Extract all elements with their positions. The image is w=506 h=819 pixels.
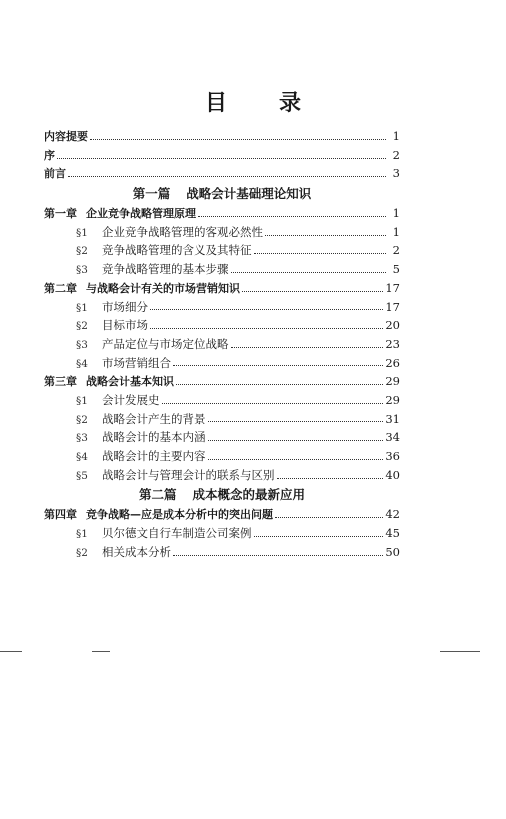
scan-rule-segment (440, 651, 480, 652)
dot-leader (275, 517, 383, 518)
part-title: 成本概念的最新应用 (192, 487, 306, 503)
dot-leader (68, 176, 386, 177)
toc-section[interactable] (44, 298, 400, 317)
toc-page-number: 2 (392, 243, 400, 258)
dot-leader (254, 536, 384, 537)
toc-page-number: 40 (385, 467, 400, 482)
toc-page-number: 29 (385, 374, 400, 389)
toc-section[interactable] (44, 447, 400, 466)
section-number: §1 (76, 301, 88, 314)
dot-leader (176, 384, 383, 385)
toc-page-number: 42 (385, 507, 400, 522)
toc-section[interactable] (44, 260, 400, 279)
section-number: §4 (76, 357, 88, 370)
toc-page-number: 17 (385, 299, 400, 314)
section-title: 企业竞争战略管理的客观必然性 (102, 224, 263, 239)
section-title: 相关成本分析 (102, 544, 171, 559)
dot-leader (198, 216, 386, 217)
section-title: 战略会计与管理会计的联系与区别 (102, 467, 275, 482)
dot-leader (150, 328, 383, 329)
chapter-title: 竞争战略—应是成本分析中的突出问题 (86, 508, 273, 522)
toc-entry-summary[interactable] (44, 127, 400, 146)
toc-section[interactable] (44, 316, 400, 335)
toc-page-number: 23 (385, 336, 400, 351)
toc-section[interactable] (44, 428, 400, 447)
toc-section[interactable] (44, 543, 400, 562)
dot-leader (173, 365, 383, 366)
dot-leader (231, 347, 384, 348)
section-title: 产品定位与市场定位战略 (102, 336, 229, 351)
dot-leader (208, 459, 384, 460)
section-title: 会计发展史 (102, 392, 160, 407)
toc-page-number: 2 (392, 147, 400, 162)
dot-leader (162, 403, 384, 404)
part-number: 第二篇 (138, 487, 177, 503)
toc-page-number: 5 (392, 262, 400, 277)
toc-page-number: 31 (385, 411, 400, 426)
section-title: 竞争战略管理的基本步骤 (102, 262, 229, 277)
dot-leader (173, 555, 383, 556)
chapter-number: 第二章 (44, 281, 77, 295)
dot-leader (265, 235, 386, 236)
part-heading-2 (44, 484, 400, 505)
page-title (0, 86, 506, 117)
toc-page-number: 26 (385, 355, 400, 370)
toc-page-number: 17 (385, 280, 400, 295)
chapter-number: 第四章 (44, 508, 77, 522)
toc-page-number: 45 (385, 526, 400, 541)
toc-page-number: 1 (392, 129, 400, 143)
toc-chapter-3[interactable] (44, 372, 400, 391)
toc-page-number: 1 (392, 224, 400, 239)
title-char-2: 录 (279, 91, 302, 116)
toc-page-number: 29 (385, 392, 400, 407)
toc-entry-preface[interactable] (44, 146, 400, 165)
toc-chapter-1[interactable] (44, 204, 400, 223)
dot-leader (57, 158, 386, 159)
section-number: §5 (76, 469, 88, 482)
section-number: §3 (76, 264, 88, 277)
section-number: §3 (76, 432, 88, 445)
toc-chapter-2[interactable] (44, 279, 400, 298)
section-number: §2 (76, 320, 88, 333)
title-char-1: 目 (204, 91, 227, 116)
section-number: §3 (76, 338, 88, 351)
toc-entry-foreword[interactable] (44, 164, 400, 183)
toc-section[interactable] (44, 524, 400, 543)
dot-leader (242, 291, 383, 292)
chapter-title: 战略会计基本知识 (86, 375, 174, 389)
toc-page-number: 1 (392, 206, 400, 221)
toc-page-number: 3 (392, 166, 400, 181)
section-title: 战略会计的基本内涵 (102, 430, 206, 445)
toc-section[interactable] (44, 410, 400, 429)
section-title: 战略会计的主要内容 (102, 449, 206, 463)
section-number: §1 (76, 226, 88, 239)
chapter-number: 第一章 (44, 207, 77, 221)
toc-entry-label: 前言 (44, 167, 66, 181)
toc-section[interactable] (44, 223, 400, 242)
section-title: 目标市场 (102, 318, 148, 333)
dot-leader (90, 139, 386, 140)
scan-rule-segment (0, 651, 22, 652)
dot-leader (254, 253, 387, 254)
section-number: §1 (76, 394, 88, 407)
toc-page-number: 50 (385, 544, 400, 559)
table-of-contents (44, 127, 400, 561)
dot-leader (150, 309, 383, 310)
part-heading-1 (44, 183, 400, 204)
section-number: §2 (76, 413, 88, 426)
chapter-title: 企业竞争战略管理原理 (86, 207, 196, 221)
dot-leader (208, 421, 384, 422)
scan-rule-segment (92, 651, 110, 652)
toc-page-number: 34 (385, 430, 400, 445)
section-title: 贝尔德文自行车制造公司案例 (102, 526, 252, 541)
section-number: §4 (76, 451, 88, 463)
toc-entry-label: 序 (44, 148, 55, 162)
section-title: 市场营销组合 (102, 355, 171, 370)
part-number: 第一篇 (132, 186, 171, 202)
toc-page-number: 20 (385, 318, 400, 333)
section-number: §1 (76, 528, 88, 541)
toc-page-number: 36 (385, 449, 400, 463)
section-title: 市场细分 (102, 299, 148, 314)
section-number: §2 (76, 546, 88, 559)
section-title: 战略会计产生的背景 (102, 411, 206, 426)
toc-entry-label: 内容提要 (44, 130, 88, 143)
dot-leader (231, 272, 387, 273)
toc-section[interactable] (44, 354, 400, 373)
chapter-title: 与战略会计有关的市场营销知识 (86, 281, 240, 295)
dot-leader (208, 440, 384, 441)
section-number: §2 (76, 245, 88, 258)
toc-section[interactable] (44, 391, 400, 410)
toc-section[interactable] (44, 466, 400, 485)
chapter-number: 第三章 (44, 375, 77, 389)
dot-leader (277, 478, 384, 479)
part-title: 战略会计基础理论知识 (186, 186, 312, 202)
toc-section[interactable] (44, 335, 400, 354)
toc-chapter-4[interactable] (44, 505, 400, 524)
toc-section[interactable] (44, 241, 400, 260)
section-title: 竞争战略管理的含义及其特征 (102, 243, 252, 258)
